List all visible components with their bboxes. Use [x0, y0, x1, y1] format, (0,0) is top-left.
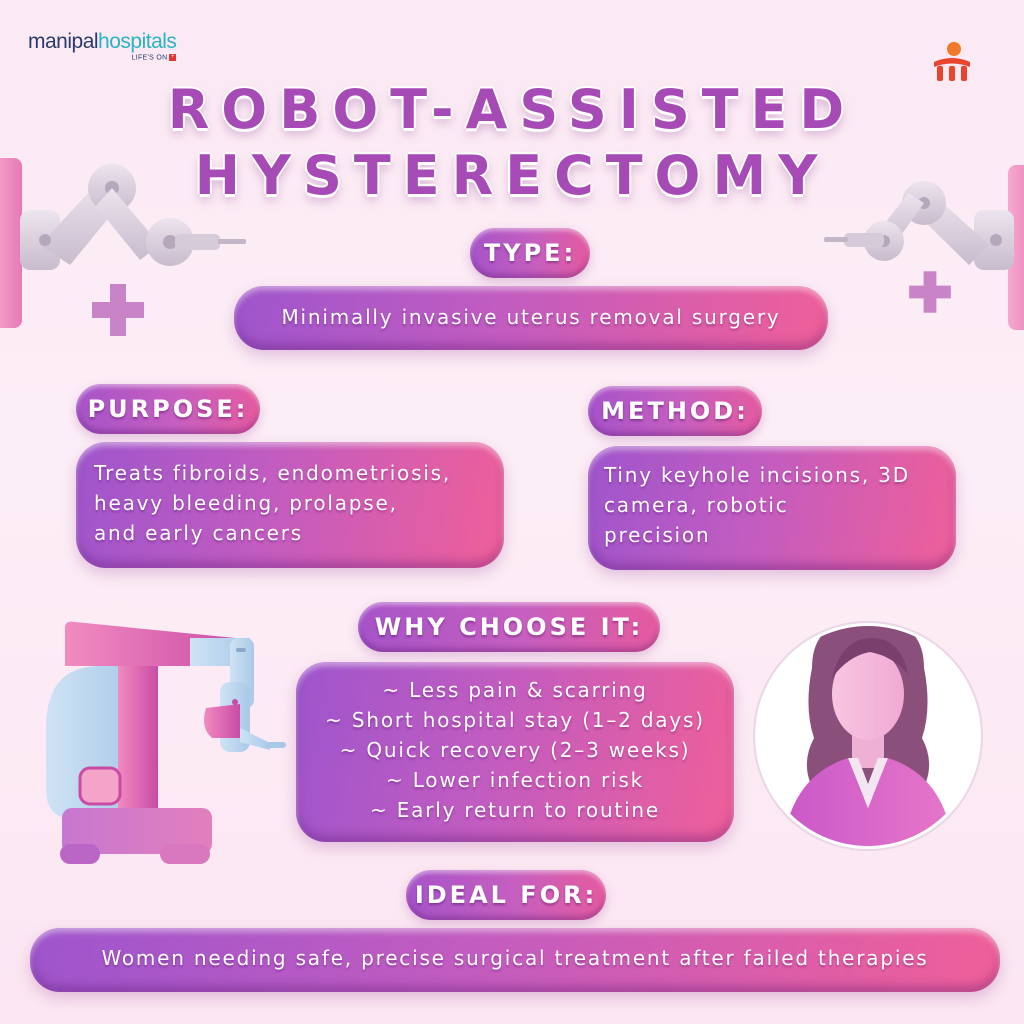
method-label: METHOD:: [588, 386, 762, 436]
method-line: precision: [604, 523, 711, 547]
type-label: TYPE:: [470, 228, 590, 278]
method-box: [588, 446, 956, 570]
benefit-item: ~ Short hospital stay (1–2 days): [325, 708, 705, 732]
benefit-item: ~ Early return to routine: [370, 798, 660, 822]
ideal-box: Women needing safe, precise surgical treatment after failed therapies: [30, 928, 1000, 992]
brand-logo: [28, 30, 176, 61]
method-line: Tiny keyhole incisions, 3D: [604, 463, 910, 487]
tagline-plus-icon: +: [171, 54, 175, 60]
brand-name: manipalhospitals: [28, 30, 177, 53]
page-title-line2: HYSTERECTOMY: [194, 144, 830, 207]
purpose-box: [76, 442, 504, 568]
why-label: WHY CHOOSE IT:: [358, 602, 660, 652]
purpose-label: PURPOSE:: [76, 384, 260, 434]
benefit-item: ~ Lower infection risk: [385, 768, 644, 792]
benefit-item: ~ Less pain & scarring: [382, 678, 648, 702]
type-box: Minimally invasive uterus removal surgery: [234, 286, 828, 350]
purpose-line: and early cancers: [94, 521, 303, 545]
why-box: [296, 662, 734, 842]
plus-icon: [906, 268, 954, 316]
surgical-robot-icon: [40, 618, 300, 868]
plus-icon: [88, 280, 148, 340]
method-line: camera, robotic: [604, 493, 789, 517]
benefit-item: ~ Quick recovery (2–3 weeks): [339, 738, 691, 762]
brand-tagline: LIFE'S ON +: [131, 54, 175, 62]
ideal-label: IDEAL FOR:: [406, 870, 606, 920]
purpose-line: Treats fibroids, endometriosis,: [94, 461, 452, 485]
purpose-line: heavy bleeding, prolapse,: [94, 491, 398, 515]
woman-avatar-icon: [752, 608, 984, 864]
page-title-line1: ROBOT-ASSISTED: [167, 78, 857, 141]
